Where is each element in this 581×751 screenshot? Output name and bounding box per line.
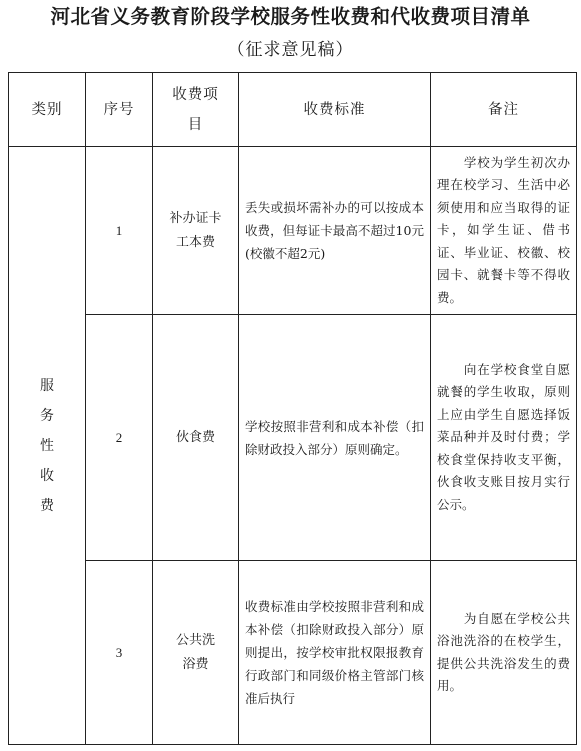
document-subtitle: （征求意见稿）: [227, 40, 354, 60]
row-remarks: [431, 561, 577, 745]
table-header-row: [9, 73, 577, 147]
category-char: 收: [40, 467, 54, 484]
row-remarks-text: 向在学校食堂自愿就餐的学生收取，原则上应由学生自愿选择饭菜品种并及时付费；学校食堂保持收支平衡，伙食收支账目按月实行公示。: [437, 361, 570, 512]
column-header-item-line1: 收费项: [172, 86, 219, 103]
row-item: [153, 147, 239, 315]
row-item-line1: 补办证卡: [169, 210, 222, 226]
column-header-standard: 收费标准: [239, 73, 431, 147]
document-title: 河北省义务教育阶段学校服务性收费和代收费项目清单: [50, 5, 531, 28]
category-char: 费: [40, 497, 54, 514]
category-char: 服: [40, 377, 54, 394]
category-char: 务: [40, 407, 54, 424]
row-remarks: [431, 147, 577, 315]
row-seq: 3: [86, 561, 153, 745]
row-standard: 收费标准由学校按照非营利和成本补偿（扣除财政投入部分）原则提出，按学校审批权限报教育行政部门和同级价格主管部门核准后执行: [239, 561, 431, 745]
row-item-line2: 工本费: [175, 234, 215, 250]
fee-table: [8, 72, 577, 745]
row-standard: 学校按照非营利和成本补偿（扣除财政投入部分）原则确定。: [239, 315, 431, 561]
table-row: [9, 315, 577, 561]
row-remarks-text: 为自愿在学校公共浴池洗浴的在校学生，提供公共洗浴发生的费用。: [437, 610, 570, 693]
table-row: [9, 147, 577, 315]
column-header-item: [153, 73, 239, 147]
row-item-line1: 伙食费: [175, 429, 215, 445]
row-item: [153, 561, 239, 745]
row-standard: 丢失或损坏需补办的可以按成本收费，但每证卡最高不超过10元(校徽不超2元): [239, 147, 431, 315]
row-item: [153, 315, 239, 561]
column-header-seq: 序号: [86, 73, 153, 147]
row-remarks-text: 学校为学生初次办理在校学习、生活中必须使用和应当取得的证卡，如学生证、借书证、毕业证、校徽、校园卡、就餐卡等不得收费。: [437, 154, 570, 305]
column-header-item-line2: 目: [187, 116, 204, 133]
column-header-category: 类别: [9, 73, 86, 147]
category-cell: [9, 147, 86, 745]
row-seq: 1: [86, 147, 153, 315]
column-header-remarks: 备注: [431, 73, 577, 147]
category-char: 性: [40, 437, 54, 454]
row-seq: 2: [86, 315, 153, 561]
table-row: [9, 561, 577, 745]
row-remarks: [431, 315, 577, 561]
row-item-line2: 浴费: [182, 656, 209, 672]
row-item-line1: 公共洗: [175, 632, 215, 648]
